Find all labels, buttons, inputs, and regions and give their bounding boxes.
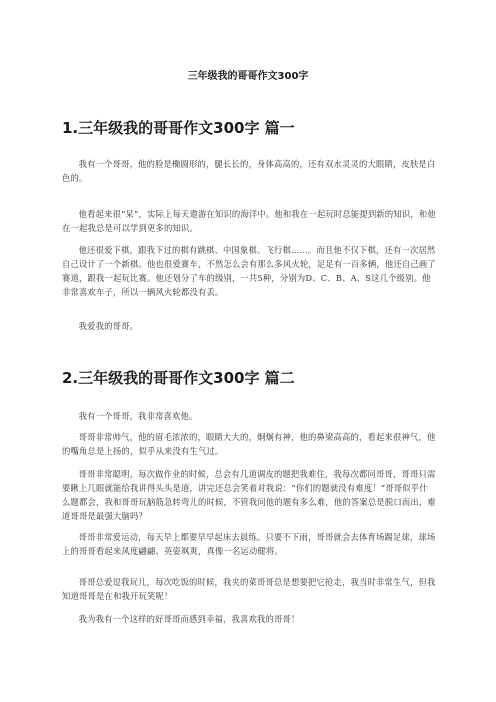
paragraph: 哥哥非常爱运动，每天早上都要早早起床去晨练。只要不下雨，哥哥就会去体育场踢足球，球场上的哥哥看起来风度翩翩、英姿飒爽，真像一名运动健将。	[62, 532, 436, 556]
paragraph: 我爱我的哥哥。	[78, 321, 139, 331]
paragraph: 我为我有一个这样的好哥哥而感到幸福，我喜欢我的哥哥！	[78, 614, 300, 624]
section-heading-2: 2.三年级我的哥哥作文300字 篇二	[62, 369, 295, 387]
section-heading-1: 1.三年级我的哥哥作文300字 篇一	[62, 119, 295, 137]
paragraph: 我有一个哥哥，他的脸是椭圆形的，腿长长的，身体高高的，还有双水灵灵的大眼睛，皮肤是白色的。	[62, 159, 436, 183]
paragraph: 我有一个哥哥，我非常喜欢他。	[78, 411, 198, 421]
paragraph: 哥哥非常聪明。每次做作业的时候，总会有几道调皮的题把我难住，我每次都问哥哥，哥哥只需要瞅上几眼就能给我讲得头头是道，讲完还总会笑着对我说：“你们的题就没有难度！”哥哥似乎什么题都会，我和哥哥玩脑筋急转弯儿的时候，不管我问他的题有多么难，他的答案总是脱口而出，难道哥哥是最强大脑吗？	[62, 469, 436, 521]
document-title: 三年级我的哥哥作文300字	[187, 71, 309, 82]
paragraph: 他还很爱下棋，跟我下过的棋有跳棋、中国象棋、飞行棋……。而且他不仅下棋，还有一次居然自己设计了一个新棋。他也很爱赛车，不然怎么会有那么多风火轮，足足有一百多辆，他还自己画了赛道，跟我一起玩比赛。他还划分了车的级别，一共5种，分别为D、C、B、A、S这几个级别。他非常喜欢车子，所以一辆风火轮都没有丢。	[62, 245, 436, 297]
paragraph: 哥哥总爱逗我玩儿，每次吃饭的时候，我夹的菜哥哥总是想要把它抢走，我当时非常生气，但我知道哥哥是在和我开玩笑呢！	[62, 577, 436, 601]
paragraph: 他看起来很“呆”，实际上每天遨游在知识的海洋中。他和我在一起玩时总能提到新的知识，和他在一起我总是可以学到更多的知识。	[62, 209, 436, 233]
paragraph: 哥哥非常帅气，他的眉毛浓浓的，眼睛大大的，炯炯有神，他的鼻梁高高的，看起来很神气，他的嘴角总是上扬的，似乎从来没有生气过。	[62, 432, 436, 456]
